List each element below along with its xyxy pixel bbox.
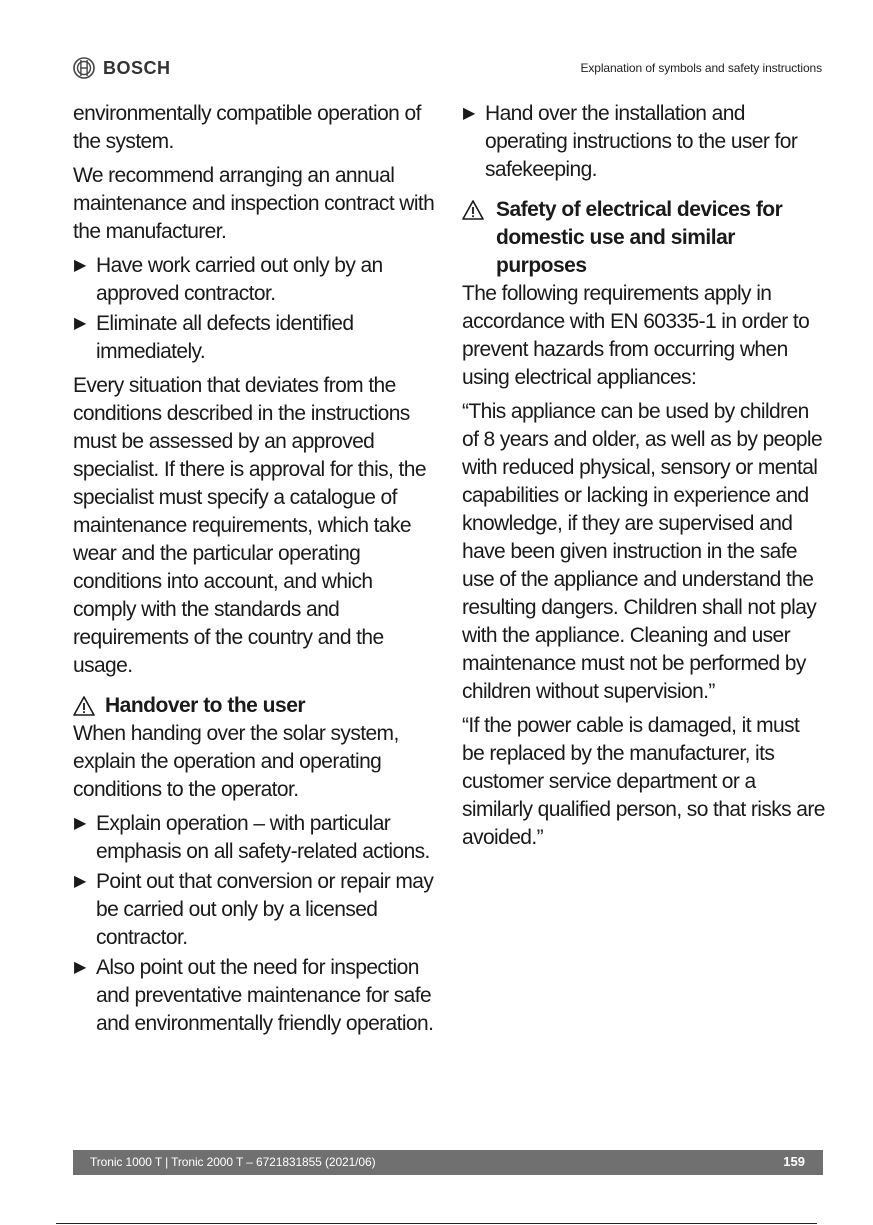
bullet-arrow-icon: ▶ [74,815,86,832]
paragraph: environmentally compatible operation of the system. [73,102,421,153]
paragraph: “If the power cable is damaged, it must be replaced by the manufacturer, its customer service department or a similarly qualified person, so that risks are avoided.” [462,714,825,849]
bullet-arrow-icon: ▶ [74,959,86,976]
divider [56,1223,817,1224]
list-item: ▶ Explain operation – with particular emphasis on all safety-related actions. [74,812,430,863]
page-number: 159 [783,1154,805,1169]
list-item: ▶ Point out that conversion or repair may be carried out only by a licensed contractor. [74,870,434,949]
paragraph: Every situation that deviates from the conditions described in the instructions must be assessed by an approved specialist. If there is approval for this, the specialist must specify a catalogue of maintenance requirements, which take wear and the particular operating conditions into account, and which comply with the standards and requirements of the country and the usage. [73,374,426,677]
left-column [73,100,435,1044]
section-heading: Handover to the user [73,692,435,720]
bullet-list [73,252,435,366]
list-item: ▶ Have work carried out only by an approved contractor. [74,254,383,305]
paragraph: We recommend arranging an annual maintenance and inspection contract with the manufacturer. [73,164,435,243]
bullet-arrow-icon: ▶ [463,105,475,122]
warning-triangle-icon [73,695,95,717]
bullet-list [462,100,826,184]
right-column [462,100,826,858]
section-heading: Safety of electrical devices for domestic use and similar purposes [462,196,826,280]
brand-logo [73,56,171,80]
bullet-arrow-icon: ▶ [74,873,86,890]
list-item: ▶ Also point out the need for inspection and preventative maintenance for safe and environmentally friendly operation. [74,956,434,1035]
warning-triangle-icon [462,199,484,221]
footer-bar [73,1150,823,1175]
list-item: ▶ Eliminate all defects identified immediately. [74,312,354,363]
list-item: ▶ Hand over the installation and operating instructions to the user for safekeeping. [463,102,798,181]
document-info: Tronic 1000 T | Tronic 2000 T – 6721831855 (2021/06) [90,1155,376,1169]
bosch-logo-icon [73,57,95,79]
bullet-arrow-icon: ▶ [74,257,86,274]
paragraph: When handing over the solar system, explain the operation and operating conditions to the operator. [73,722,399,801]
paragraph: “This appliance can be used by children of 8 years and older, as well as by people with reduced physical, sensory or mental capabilities or lacking in experience and knowledge, if they are supervised and have been given instruction in the safe use of the appliance and understand the resulting dangers. Children shall not play with the appliance. Cleaning and user maintenance must not be performed by children without supervision.” [462,400,823,703]
section-title: Explanation of symbols and safety instructions [580,61,822,75]
bullet-arrow-icon: ▶ [74,315,86,332]
paragraph: The following requirements apply in accordance with EN 60335-1 in order to prevent hazards from occurring when using electrical appliances: [462,282,810,389]
bullet-list [73,810,435,1038]
brand-name: BOSCH [103,57,171,78]
